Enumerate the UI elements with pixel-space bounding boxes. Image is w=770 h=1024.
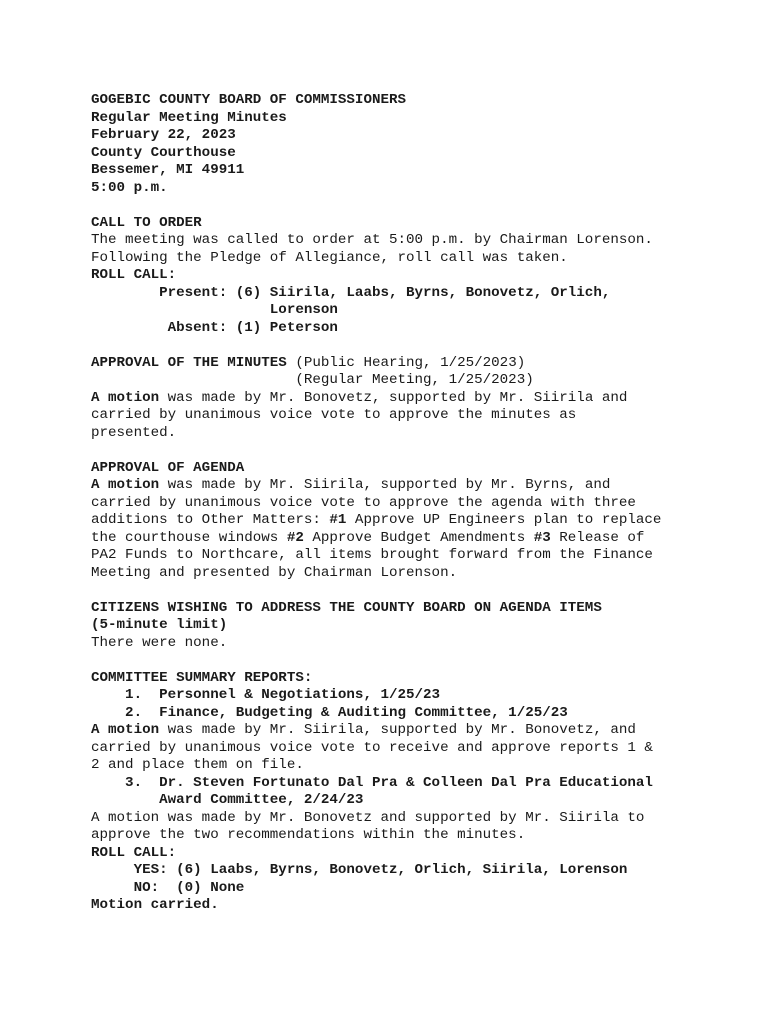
agenda-text: Approve Budget Amendments bbox=[303, 529, 534, 546]
committee-item-3-cont: Award Committee, 2/24/23 bbox=[91, 792, 364, 808]
committee-motion-line bbox=[91, 722, 636, 740]
minutes-motion-line-3: presented. bbox=[91, 424, 177, 441]
present-names: Siirila, Laabs, Byrns, Bonovetz, Orlich, bbox=[269, 284, 611, 301]
meeting-date: February 22, 2023 bbox=[91, 127, 236, 143]
committee-motion2-line-2: approve the two recommendations within the minutes. bbox=[91, 827, 526, 843]
motion-label: A motion bbox=[91, 722, 160, 738]
committee-motion2-line: A motion was made by Mr. Bonovetz and supported by Mr. Siirila to bbox=[91, 809, 645, 826]
committee-motion-line-2: carried by unanimous voice vote to receive and approve reports 1 & bbox=[91, 739, 653, 756]
approval-agenda-heading: APPROVAL OF AGENDA bbox=[91, 459, 245, 476]
motion-label: A motion bbox=[91, 477, 160, 493]
minutes-motion-line-2: carried by unanimous voice vote to approve the minutes as bbox=[91, 407, 577, 423]
present-label: Present: (6) bbox=[91, 284, 270, 301]
committee-item-1: 1. Personnel & Negotiations, 1/25/23 bbox=[91, 687, 441, 703]
roll-call-present bbox=[91, 285, 610, 303]
meeting-location: County Courthouse bbox=[91, 144, 236, 161]
call-to-order-heading: CALL TO ORDER bbox=[91, 214, 202, 231]
org-title: GOGEBIC COUNTY BOARD OF COMMISSIONERS bbox=[91, 92, 407, 108]
motion-result: Motion carried. bbox=[91, 897, 219, 913]
agenda-motion-line-4 bbox=[91, 530, 644, 548]
vote-no: NO: (0) None bbox=[91, 879, 245, 896]
agenda-motion-line-3 bbox=[91, 512, 661, 530]
agenda-tag-2: #2 bbox=[286, 529, 304, 546]
agenda-motion-line bbox=[91, 477, 610, 495]
agenda-text: Approve UP Engineers plan to replace bbox=[346, 512, 662, 528]
roll-call-present-cont: Lorenson bbox=[91, 302, 338, 318]
agenda-motion-line-5: PA2 Funds to Northcare, all items brought forward from the Finance bbox=[91, 547, 653, 563]
minutes-motion-line bbox=[91, 390, 627, 408]
motion-text: was made by Mr. Bonovetz, supported by Mr. Siirila and bbox=[159, 389, 628, 406]
committee-heading: COMMITTEE SUMMARY REPORTS: bbox=[91, 669, 313, 686]
absent-label: Absent: (1) bbox=[91, 319, 270, 336]
agenda-text: additions to Other Matters: bbox=[91, 512, 330, 528]
meeting-city: Bessemer, MI 49911 bbox=[91, 162, 245, 178]
agenda-motion-line-6: Meeting and presented by Chairman Lorenson. bbox=[91, 564, 458, 581]
roll-call-heading: ROLL CALL: bbox=[91, 844, 177, 861]
committee-item-2: 2. Finance, Budgeting & Auditing Committee, 1/25/23 bbox=[91, 704, 568, 721]
approval-minutes-heading: APPROVAL OF THE MINUTES bbox=[91, 354, 287, 371]
roll-call-absent bbox=[91, 320, 338, 338]
minutes-item-2: (Regular Meeting, 1/25/2023) bbox=[91, 372, 534, 388]
agenda-tag-3: #3 bbox=[533, 529, 551, 546]
committee-item-3: 3. Dr. Steven Fortunato Dal Pra & Colleen Dal Pra Educational bbox=[91, 774, 653, 791]
motion-label: A motion bbox=[91, 389, 160, 406]
absent-names: Peterson bbox=[269, 319, 338, 336]
meeting-time: 5:00 p.m. bbox=[91, 179, 168, 196]
agenda-tag-1: #1 bbox=[329, 512, 347, 528]
citizens-heading-2: (5-minute limit) bbox=[91, 617, 228, 633]
agenda-motion-line-2: carried by unanimous voice vote to approve the agenda with three bbox=[91, 494, 636, 511]
call-to-order-text-2: Following the Pledge of Allegiance, roll call was taken. bbox=[91, 249, 568, 266]
citizens-heading: CITIZENS WISHING TO ADDRESS THE COUNTY BOARD ON AGENDA ITEMS bbox=[91, 599, 602, 616]
vote-yes: YES: (6) Laabs, Byrns, Bonovetz, Orlich, Siirila, Lorenson bbox=[91, 862, 628, 878]
call-to-order-text: The meeting was called to order at 5:00 p.m. by Chairman Lorenson. bbox=[91, 232, 653, 248]
approval-minutes-line bbox=[91, 355, 525, 373]
committee-motion-line-3: 2 and place them on file. bbox=[91, 757, 304, 773]
agenda-text: the courthouse windows bbox=[91, 529, 287, 546]
citizens-text: There were none. bbox=[91, 634, 228, 651]
motion-text: was made by Mr. Siirila, supported by Mr. Bonovetz, and bbox=[159, 722, 636, 738]
meeting-type: Regular Meeting Minutes bbox=[91, 109, 287, 126]
minutes-item-1: (Public Hearing, 1/25/2023) bbox=[286, 354, 526, 371]
roll-call-heading: ROLL CALL: bbox=[91, 267, 177, 283]
motion-text: was made by Mr. Siirila, supported by Mr. Byrns, and bbox=[159, 477, 611, 493]
agenda-text: Release of bbox=[550, 529, 645, 546]
